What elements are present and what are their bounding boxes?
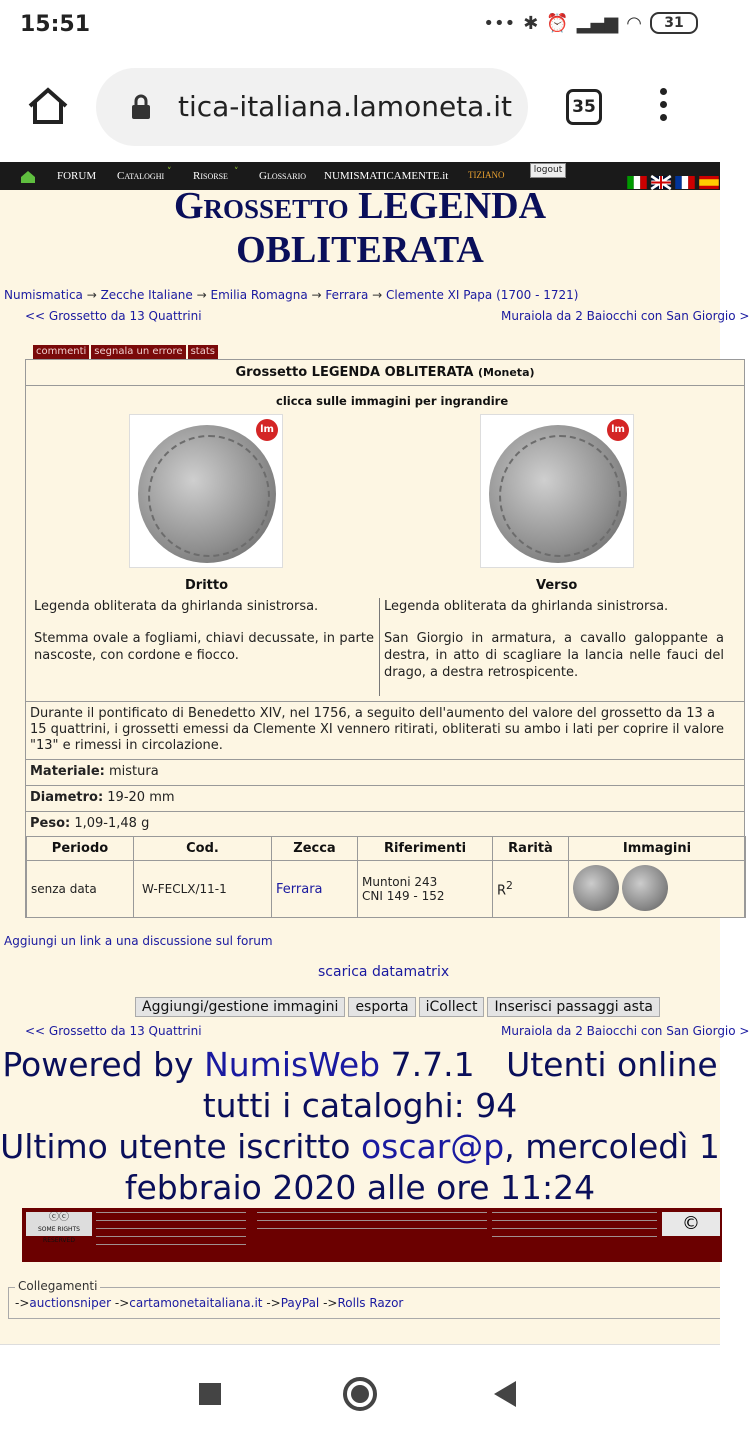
table-header-row (27, 837, 746, 861)
reverse-image[interactable] (480, 414, 634, 568)
signal-icon: ▂▄▆ (576, 12, 619, 34)
coin-obverse-picture (138, 425, 276, 563)
fieldset-legend: Collegamenti (15, 1279, 100, 1293)
icollect-button[interactable]: iCollect (419, 997, 485, 1017)
add-discussion-link[interactable]: Aggiungi un link a una discussione sul forum (4, 934, 273, 948)
home-icon[interactable] (20, 170, 36, 184)
coin-card (25, 359, 745, 918)
status-bar (0, 0, 720, 52)
chevron-down-icon: ˅ (234, 167, 239, 177)
divider (26, 701, 744, 702)
catalog-users: tutti i cataloghi: 94 (202, 1086, 518, 1125)
table-row (27, 861, 746, 918)
bluetooth-icon: ✱ (523, 12, 539, 34)
export-button[interactable]: esporta (348, 997, 415, 1017)
next-coin-link[interactable]: Muraiola da 2 Baiocchi con San Giorgio > (501, 309, 749, 323)
status-icons (483, 12, 698, 34)
tab-stats[interactable]: stats (188, 345, 218, 360)
chevron-down-icon: ˅ (167, 167, 172, 177)
divider (26, 785, 744, 786)
partner-links: ->auctionsniper ->cartamonetaitaliana.it ->PayPal ->Rolls Razor (15, 1296, 404, 1310)
cell-zecca (272, 861, 358, 918)
coin-heading: Grossetto LEGENDA OBLITERATA (Moneta) (26, 360, 744, 386)
last-user-date: febbraio 2020 alle ore 11:24 (124, 1168, 596, 1207)
obverse-image[interactable] (129, 414, 283, 568)
manage-images-button[interactable]: Aggiungi/gestione immagini (135, 997, 345, 1017)
cell-cod: W-FECLX/11-1 (134, 861, 272, 918)
partner-link[interactable]: Rolls Razor (337, 1296, 404, 1310)
lamoneta-logo-icon: lm (256, 419, 278, 441)
cell-periodo: senza data (27, 861, 134, 918)
copyright-icon: © (662, 1212, 720, 1236)
table-header: Riferimenti (358, 837, 493, 861)
breadcrumb-item[interactable]: Numismatica (4, 288, 83, 302)
nav-risorse[interactable]: Risorse (193, 170, 228, 182)
home-icon[interactable] (26, 84, 70, 128)
last-user: Ultimo utente iscritto oscar@p, mercoledì 1 (0, 1127, 720, 1166)
historical-notes: Durante il pontificato di Benedetto XIV, nel 1756, a seguito dell'aumento del valore del grossetto da 13 a 15 quattrini, i grossetti emessi da Clemente XI vennero ritirati, obliterati su ambo i lati per coprire il valore "13" e rimessi in circolazione. (30, 706, 724, 753)
coin-reverse-picture (489, 425, 627, 563)
tab-switcher-button[interactable]: 35 (566, 89, 602, 125)
cell-immagini (569, 861, 746, 918)
auction-button[interactable]: Inserisci passaggi asta (487, 997, 660, 1017)
powered-by: Powered by NumisWeb 7.7.1 Utenti online (2, 1045, 718, 1084)
web-page (0, 162, 749, 1344)
obverse-description: Stemma ovale a fogliami, chiavi decussate, in parte nascoste, con cordone e fiocco. (34, 631, 374, 663)
action-buttons (135, 997, 660, 1017)
lamoneta-logo-icon: lm (607, 419, 629, 441)
links-fieldset (8, 1279, 720, 1319)
obverse-label: Dritto (185, 578, 229, 593)
wifi-icon: ◠ (626, 12, 642, 34)
column-divider (379, 598, 380, 696)
logout-button[interactable]: logout (530, 163, 566, 178)
datamatrix-link[interactable]: scarica datamatrix (318, 964, 450, 980)
coin-tabs (33, 345, 218, 360)
last-user-link[interactable]: oscar@p (360, 1127, 505, 1166)
nav-forum[interactable]: FORUM (57, 170, 97, 182)
license-text (257, 1212, 487, 1236)
material-row: Materiale: mistura (30, 764, 159, 779)
cell-rarita: $R^2$ (493, 861, 569, 918)
address-bar[interactable] (96, 68, 528, 146)
status-time: 15:51 (20, 12, 91, 37)
thumbnail-reverse[interactable] (622, 865, 668, 911)
nav-glossario[interactable]: Glossario (259, 170, 307, 182)
more-dots-icon: ••• (483, 12, 516, 34)
table-header: Rarità (493, 837, 569, 861)
breadcrumb: Numismatica → Zecche Italiane → Emilia Romagna → Ferrara → Clemente XI Papa (1700 - 1721) (4, 288, 579, 302)
overflow-menu-icon[interactable] (656, 88, 670, 128)
nav-cataloghi[interactable]: Cataloghi (117, 170, 165, 182)
nav-numismaticamente[interactable]: NUMISMATICAMENTE.it (324, 170, 449, 182)
diameter-row: Diametro: 19-20 mm (30, 790, 175, 805)
browser-toolbar (0, 52, 720, 162)
battery-indicator: 31 (650, 12, 698, 34)
breadcrumb-item[interactable]: Ferrara (325, 288, 369, 302)
table-header: Zecca (272, 837, 358, 861)
partner-link[interactable]: auctionsniper (29, 1296, 112, 1310)
prev-coin-link[interactable]: << Grossetto da 13 Quattrini (25, 1024, 202, 1038)
nav-user[interactable]: TIZIANO (468, 170, 505, 180)
coin-table (26, 836, 746, 918)
breadcrumb-item[interactable]: Emilia Romagna (210, 288, 308, 302)
home-button-icon[interactable] (343, 1377, 377, 1411)
license-text (96, 1212, 246, 1252)
zecca-link[interactable]: Ferrara (276, 881, 323, 897)
reverse-description: San Giorgio in armatura, a cavallo galoppante a destra, in atto di scagliare la lancia nelle fauci del drago, a destra retrospicente. (384, 631, 724, 680)
license-bar (22, 1208, 722, 1262)
breadcrumb-item[interactable]: Clemente XI Papa (1700 - 1721) (386, 288, 579, 302)
cell-riferimenti: Muntoni 243 CNI 149 - 152 (358, 861, 493, 918)
table-header: Cod. (134, 837, 272, 861)
recents-icon[interactable] (199, 1383, 221, 1405)
partner-link[interactable]: cartamonetaitaliana.it (129, 1296, 263, 1310)
url-text: tica-italiana.lamoneta.it (178, 90, 512, 123)
back-icon[interactable] (494, 1381, 516, 1407)
reverse-legend: Legenda obliterata da ghirlanda sinistrorsa. (384, 599, 669, 614)
license-text (492, 1212, 657, 1244)
reverse-label: Verso (536, 578, 578, 593)
page-title: Grossetto LEGENDA OBLITERATA (173, 185, 547, 271)
tab-segnala-errore[interactable]: segnala un errore (91, 345, 185, 360)
obverse-legend: Legenda obliterata da ghirlanda sinistrorsa. (34, 599, 319, 614)
partner-link[interactable]: PayPal (280, 1296, 320, 1310)
thumbnail-obverse[interactable] (573, 865, 619, 911)
lock-icon (130, 94, 152, 120)
weight-row: Peso: 1,09-1,48 g (30, 816, 150, 831)
numisweb-link[interactable]: NumisWeb (204, 1045, 381, 1084)
table-header: Periodo (27, 837, 134, 861)
android-nav-bar (0, 1344, 720, 1440)
next-coin-link[interactable]: Muraiola da 2 Baiocchi con San Giorgio > (501, 1024, 749, 1038)
prev-coin-link[interactable]: << Grossetto da 13 Quattrini (25, 309, 202, 323)
image-hint: clicca sulle immagini per ingrandire (276, 394, 509, 408)
divider (26, 759, 744, 760)
table-header: Immagini (569, 837, 746, 861)
alarm-icon: ⏰ (546, 12, 569, 34)
tab-commenti[interactable]: commenti (33, 345, 89, 360)
cc-license-logo[interactable]: ⓒⓒ SOME RIGHTS RESERVED (26, 1212, 92, 1236)
divider (26, 811, 744, 812)
breadcrumb-item[interactable]: Zecche Italiane (100, 288, 193, 302)
